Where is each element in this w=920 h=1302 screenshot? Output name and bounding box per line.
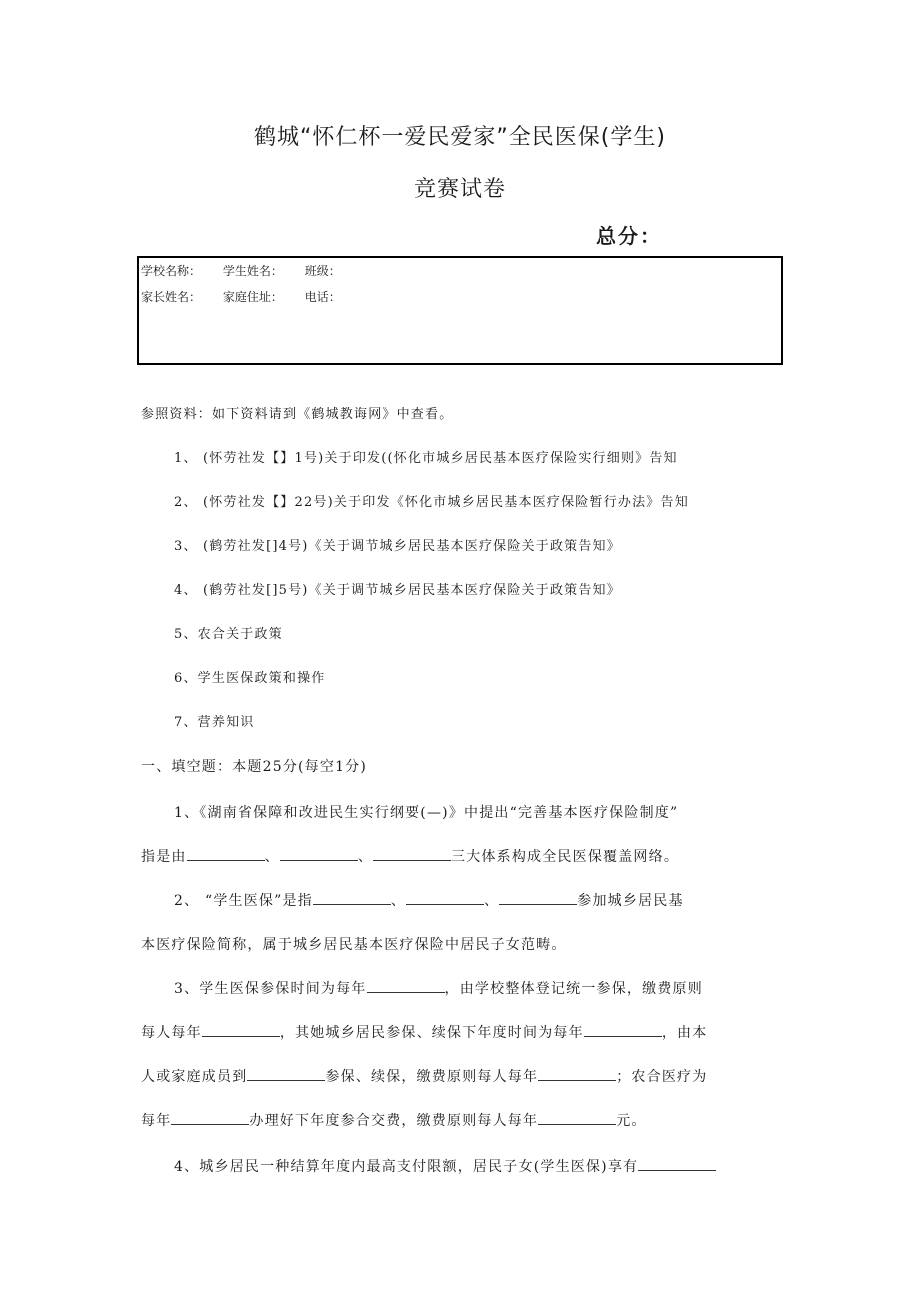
q2-text-a: 2、 “学生医保”是指 <box>174 893 313 909</box>
reference-item: 5、农合关于政策 <box>174 627 283 642</box>
q1-text-a: 指是由 <box>141 849 187 865</box>
student-name-label: 学生姓名： <box>222 264 283 278</box>
answer-blank[interactable] <box>280 846 358 861</box>
answer-blank[interactable] <box>171 1110 249 1125</box>
reference-item: 3、 (鹤劳社发[]4号)《关于调节城乡居民基本医疗保险关于政策告知》 <box>174 539 621 554</box>
reference-intro: 参照资料：如下资料请到《鹤城教诲网》中查看。 <box>141 407 454 422</box>
answer-blank[interactable] <box>202 1022 280 1037</box>
q4-text-a: 4、城乡居民一种结算年度内最高支付限额，居民子女(学生医保)享有 <box>174 1159 639 1175</box>
reference-item: 1、 (怀劳社发【】1号)关于印发((怀化市城乡居民基本医疗保险实行细则》告知 <box>174 451 678 466</box>
question-3-line-1 <box>174 978 703 998</box>
home-address-label: 家庭住址： <box>222 290 283 304</box>
answer-blank[interactable] <box>584 1022 662 1037</box>
q1-text-b: 、 <box>264 849 280 865</box>
q3-text-c: 每人每年 <box>141 1025 202 1041</box>
reference-item: 2、 (怀劳社发【】22号)关于印发《怀化市城乡居民基本医疗保险暂行办法》告知 <box>174 495 689 510</box>
info-row-2 <box>141 288 359 305</box>
q1-text-d: 三大体系构成全民医保覆盖网络。 <box>451 849 680 865</box>
q3-text-g: 参保、续保，缴费原则每人每年 <box>325 1069 539 1085</box>
question-2-line-1 <box>174 890 684 910</box>
answer-blank[interactable] <box>499 890 577 905</box>
q1-text-c: 、 <box>357 849 374 865</box>
page-title: 鹤城“怀仁杯一爱民爱家”全民医保(学生) <box>254 125 666 150</box>
answer-blank[interactable] <box>373 846 451 861</box>
answer-blank[interactable] <box>367 978 445 993</box>
q3-text-d: ，其她城乡居民参保、续保下年度时间为每年 <box>279 1025 584 1041</box>
answer-blank[interactable] <box>247 1066 325 1081</box>
question-3-line-4 <box>141 1110 647 1130</box>
q3-text-j: 办理好下年度参合交费，缴费原则每人每年 <box>249 1113 539 1129</box>
info-row-1 <box>141 262 359 279</box>
answer-blank[interactable] <box>538 1110 616 1125</box>
q2-text-b: 、 <box>390 893 407 909</box>
q3-text-i: 每年 <box>141 1113 172 1129</box>
question-1-line-1: 1、《湖南省保障和改进民生实行纲要(—)》中提出“完善基本医疗保险制度” <box>174 805 679 821</box>
reference-item: 6、学生医保政策和操作 <box>174 671 326 686</box>
question-3-line-3 <box>141 1066 707 1086</box>
parent-name-label: 家长姓名： <box>141 290 202 304</box>
q2-text-c: 、 <box>484 893 500 909</box>
q3-text-f: 人或家庭成员到 <box>141 1069 248 1085</box>
total-score-label: 总分： <box>596 224 662 248</box>
answer-blank[interactable] <box>313 890 391 905</box>
q3-text-k: 元。 <box>616 1113 647 1129</box>
q3-text-a: 3、学生医保参保时间为每年 <box>174 981 367 997</box>
q3-text-e: ，由本 <box>661 1025 708 1041</box>
reference-item: 4、 (鹤劳社发[]5号)《关于调节城乡居民基本医疗保险关于政策告知》 <box>174 583 621 598</box>
question-2-line-2: 本医疗保险简称，属于城乡居民基本医疗保险中居民子女范畴。 <box>141 937 567 953</box>
question-3-line-2 <box>141 1022 707 1042</box>
school-name-label: 学校名称： <box>141 264 202 278</box>
answer-blank[interactable] <box>638 1156 716 1171</box>
q3-text-b: ，由学校整体登记统一参保，缴费原则 <box>444 981 703 997</box>
question-1-line-2 <box>141 846 679 866</box>
student-info-box <box>137 256 783 365</box>
answer-blank[interactable] <box>187 846 265 861</box>
question-4-line-1 <box>174 1156 716 1176</box>
answer-blank[interactable] <box>406 890 484 905</box>
section-heading: 一、填空题：本题25分(每空1分) <box>141 759 368 775</box>
q3-text-h: ；农合医疗为 <box>616 1069 708 1085</box>
answer-blank[interactable] <box>538 1066 616 1081</box>
q2-text-d: 参加城乡居民基 <box>577 893 684 909</box>
class-label: 班级： <box>304 264 341 278</box>
page-subtitle: 竞赛试卷 <box>413 177 506 202</box>
phone-label: 电话： <box>304 290 341 304</box>
reference-item: 7、营养知识 <box>174 715 255 730</box>
